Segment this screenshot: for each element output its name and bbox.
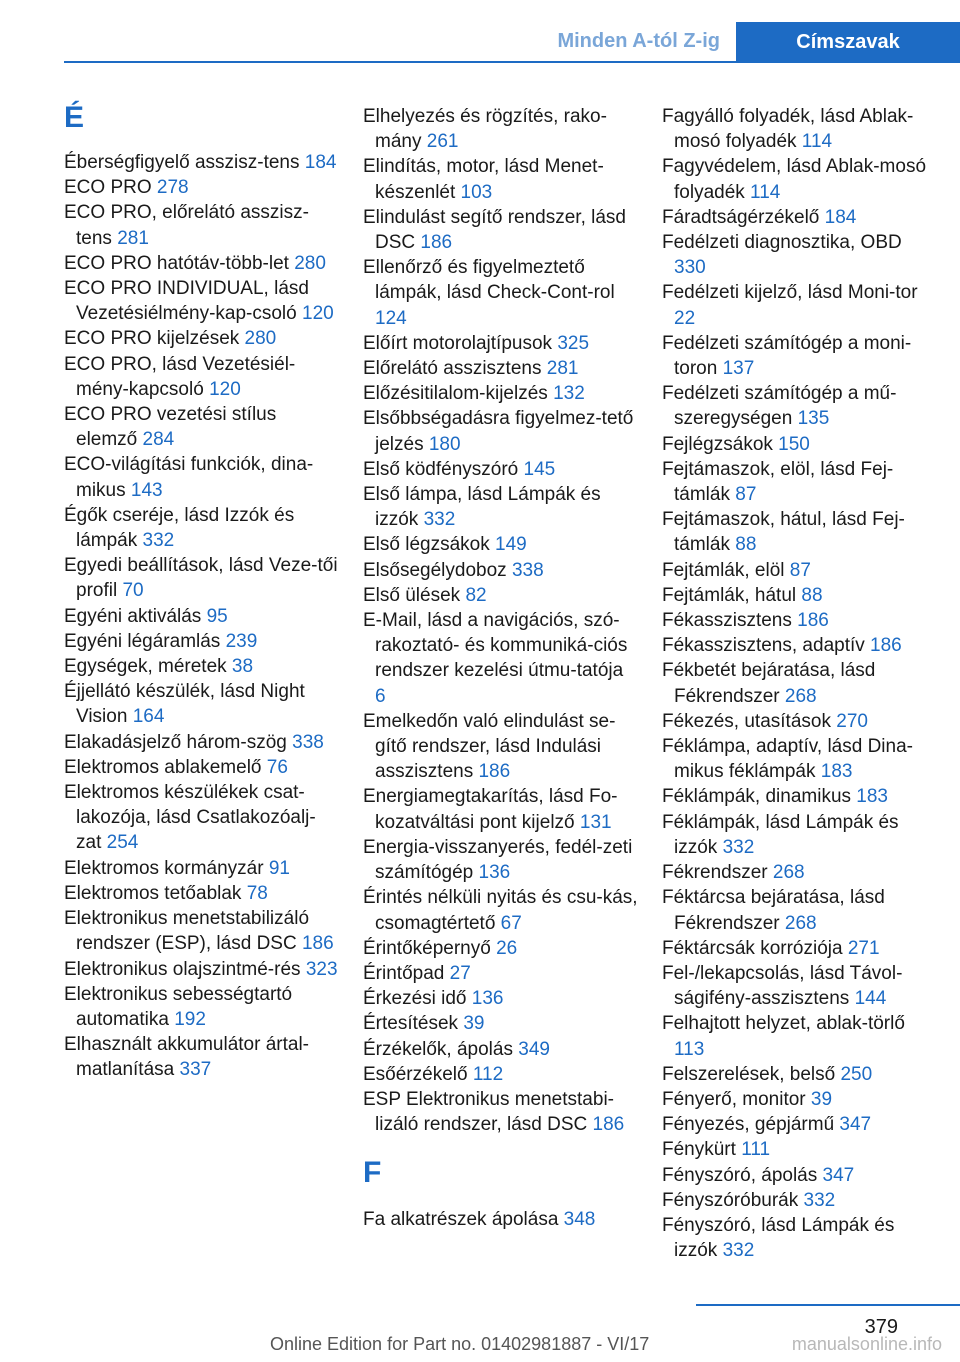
page-link[interactable]: 103 (460, 181, 493, 203)
index-entry (662, 784, 930, 809)
index-entry-text: Fedélzeti számítógép a moni-toron (662, 332, 912, 380)
index-entry-text: Első ködfényszóró (363, 458, 524, 480)
page-link[interactable]: 338 (292, 731, 324, 753)
page-link[interactable]: 186 (420, 232, 453, 254)
index-entry-text: Érzékelők, ápolás (363, 1038, 519, 1060)
index-entry (64, 982, 339, 1032)
page-link[interactable]: 268 (772, 862, 805, 884)
index-entry-text: ECO PRO hatótáv-több-let (64, 252, 295, 274)
page-link[interactable]: 27 (449, 962, 471, 984)
index-entry-text: Elektromos kormányzár (64, 857, 269, 879)
page-link[interactable]: 271 (847, 937, 880, 959)
page-link[interactable]: 144 (854, 988, 887, 1010)
index-entry-text: Féktárcsák korróziója (662, 937, 848, 959)
index-entry (64, 503, 339, 553)
section-tab: Címszavak (736, 22, 960, 62)
page-header (0, 0, 960, 62)
index-entry-text: Elindítás, motor, lásd Menet-készenlét (363, 156, 604, 203)
page-link[interactable]: 186 (301, 933, 334, 955)
index-entry (363, 835, 638, 885)
index-entry (64, 276, 339, 326)
index-entry-text: Fékasszisztens (662, 610, 798, 632)
index-entry (363, 104, 638, 154)
index-entry (64, 629, 339, 654)
index-entry-text: Érkezési idő (363, 988, 472, 1010)
index-entry-text: Égők cseréje, lásd Izzók és lámpák (64, 504, 295, 552)
index-entry-text: Elsősegélydoboz (363, 559, 512, 581)
index-entry-text: Értesítések (363, 1013, 464, 1035)
page-link[interactable]: 254 (106, 832, 139, 854)
index-entry (363, 784, 638, 834)
index-entry-text: Fedélzeti számítógép a mű-szeregységen (662, 383, 897, 430)
index-entry-text: Fejtámlák, elöl (662, 559, 790, 581)
page-link[interactable]: 332 (722, 1240, 755, 1262)
index-entry-text: Elakadásjelző három-szög (64, 731, 293, 753)
index-entry-text: ECO PRO, lásd Vezetésiél-mény-kapcsoló (64, 353, 296, 400)
index-entry (662, 1112, 930, 1137)
index-entry-text: Fejlégzsákok (662, 433, 779, 455)
index-entry (363, 457, 638, 482)
index-entry (662, 1213, 930, 1263)
index-entry (363, 558, 638, 583)
page-link[interactable]: 184 (304, 152, 337, 173)
page-link[interactable]: 88 (735, 534, 757, 556)
page-link[interactable]: 95 (206, 605, 228, 627)
page-link[interactable]: 143 (130, 479, 163, 501)
index-entry (363, 381, 638, 406)
page-link[interactable]: 186 (870, 635, 902, 657)
page-link[interactable]: 22 (674, 307, 696, 329)
index-entry-text: ECO PRO INDIVIDUAL, lásd Vezetésiélmény-kap-csoló (64, 278, 309, 325)
index-entry (662, 104, 930, 154)
page-link[interactable]: 135 (797, 408, 830, 430)
index-entry (64, 251, 339, 276)
index-entry-text: Első ülések (363, 584, 466, 606)
page-link[interactable]: 183 (820, 761, 853, 783)
index-entry (64, 150, 339, 175)
index-entry (363, 709, 638, 785)
page-link[interactable]: 284 (142, 429, 175, 451)
page-link[interactable]: 26 (496, 937, 518, 959)
page-link[interactable]: 268 (784, 685, 817, 707)
index-entry (662, 810, 930, 860)
page-link[interactable]: 120 (302, 303, 334, 325)
index-entry-text: Fedélzeti kijelző, lásd Moni-tor (662, 282, 918, 304)
index-entry-text: Érintőpad (363, 962, 450, 984)
index-entry (662, 633, 930, 658)
index-entry (64, 856, 339, 881)
page-link[interactable]: 91 (268, 857, 290, 879)
page-link[interactable]: 278 (156, 177, 189, 199)
page-link[interactable]: 70 (122, 580, 144, 602)
page-link[interactable]: 250 (840, 1063, 873, 1085)
index-entry (662, 457, 930, 507)
index-entry (64, 881, 339, 906)
index-entry-text: ECO PRO vezetési stílus elemző (64, 404, 277, 451)
index-entry (363, 986, 638, 1011)
index-entry-text: Energiamegtakarítás, lásd Fo-kozatváltási pont kijelző (363, 786, 618, 833)
index-entry-text: Féklámpák, dinamikus (662, 786, 857, 808)
header-rule (64, 61, 960, 63)
index-entry-text: Egységek, méretek (64, 656, 232, 678)
index-entry (662, 860, 930, 885)
page-link[interactable]: 112 (472, 1063, 504, 1085)
page-link[interactable]: 239 (225, 630, 258, 652)
index-entry (363, 583, 638, 608)
page-link[interactable]: 39 (463, 1013, 485, 1035)
index-entry-text: Felszerelések, belső (662, 1063, 841, 1085)
page-link[interactable]: 82 (465, 584, 487, 606)
page-link[interactable]: 164 (132, 706, 165, 728)
page-link[interactable]: 136 (478, 862, 511, 884)
index-entry (64, 200, 339, 250)
page-link[interactable]: 281 (546, 358, 579, 380)
page-link[interactable]: 192 (174, 1008, 206, 1030)
page-link[interactable]: 114 (801, 131, 833, 153)
index-entry (662, 1188, 930, 1213)
index-entry-text: Érintés nélküli nyitás és csu-kás, csomagtértető (363, 887, 638, 934)
index-entry-text: Elektromos készülékek csat-lakozója, lásd Csatlakozóalj-zat (64, 782, 316, 854)
page-link[interactable]: 325 (557, 332, 590, 354)
page-link[interactable]: 349 (518, 1038, 550, 1060)
index-entry-text: ECO PRO kijelzések (64, 328, 245, 350)
index-entry-text: Elektronikus menetstabilizáló rendszer (ESP), lásd DSC (64, 908, 310, 955)
index-entry-text: Fel-/lekapcsolás, lásd Távol-ságifény-asszisztens (662, 962, 903, 1010)
index-entry (64, 730, 339, 755)
page-link[interactable]: 280 (244, 328, 277, 350)
page-link[interactable]: 332 (423, 509, 456, 531)
page-link[interactable]: 87 (789, 559, 811, 581)
index-entry (662, 154, 930, 204)
index-entry-text: Előírt motorolajtípusok (363, 332, 558, 354)
index-entry-text: Ellenőrző és figyelmeztető lámpák, lásd Check-Cont-rol (363, 257, 615, 304)
page-link[interactable]: 183 (856, 786, 888, 808)
index-entry (64, 1032, 339, 1082)
index-entry (363, 205, 638, 255)
page-link[interactable]: 111 (741, 1139, 771, 1161)
index-entry (662, 608, 930, 633)
page-link[interactable]: 145 (523, 458, 556, 480)
page-link[interactable]: 136 (471, 988, 504, 1010)
page-link[interactable]: 120 (209, 378, 241, 400)
index-entry-text: Előrelátó asszisztens (363, 358, 547, 380)
page-link[interactable]: 337 (179, 1059, 212, 1081)
index-entry (64, 604, 339, 629)
index-entry-text: Éjjellátó készülék, lásd Night Vision (64, 681, 305, 728)
index-entry-text: Fejtámlák, hátul (662, 584, 802, 606)
index-entry-text: Fedélzeti diagnosztika, OBD (662, 232, 902, 254)
page-link[interactable]: 186 (592, 1114, 625, 1136)
page-link[interactable]: 332 (722, 836, 755, 858)
index-entry-text: Elhasznált akkumulátor ártal-matlanítása (64, 1034, 309, 1081)
index-entry-text: Elektromos tetőablak (64, 882, 247, 904)
page-number: 379 (864, 1316, 898, 1338)
index-entry-text: Éberségfigyelő asszisz-tens (64, 152, 305, 173)
page-link[interactable]: 180 (428, 433, 461, 455)
index-entry-text: Elhelyezés és rögzítés, rako-mány (363, 106, 607, 153)
index-entry-text: Féktárcsa bejáratása, lásd Fékrendszer (662, 887, 885, 934)
index-entry-text: Féklámpa, adaptív, lásd Dina-mikus féklámpák (662, 736, 913, 783)
edition-note: Online Edition for Part no. 01402981887 - VI/17 (270, 1334, 650, 1354)
index-entry (363, 961, 638, 986)
index-entry (64, 326, 339, 351)
index-entry-text: ECO-világítási funkciók, dina-mikus (64, 454, 314, 501)
page-link[interactable]: 184 (824, 206, 857, 228)
index-entry (64, 452, 339, 502)
index-entry-text: Elektronikus olajszintmé-rés (64, 958, 306, 980)
index-entry-text: Érintőképernyő (363, 937, 497, 959)
index-entry (363, 331, 638, 356)
index-entry (662, 230, 930, 280)
index-entry (662, 381, 930, 431)
index-entry (363, 1207, 638, 1232)
footer-rule (696, 1304, 960, 1306)
index-entry-text: Fényszóróburák (662, 1189, 804, 1211)
index-entry-text: ECO PRO (64, 177, 157, 199)
index-entry (363, 482, 638, 532)
index-entry (363, 1087, 638, 1137)
index-entry (662, 885, 930, 935)
index-entry (662, 507, 930, 557)
index-entry (64, 553, 339, 603)
index-entry-text: Felhajtott helyzet, ablak-törlő (662, 1013, 905, 1035)
index-entry-text: Energia-visszanyerés, fedél-zeti számítógép (363, 836, 633, 884)
index-entry (662, 1087, 930, 1112)
page-link[interactable]: 338 (511, 559, 544, 581)
index-entry (363, 936, 638, 961)
index-entry (662, 734, 930, 784)
index-entry (662, 936, 930, 961)
index-entry (662, 961, 930, 1011)
index-entry-text: Fagyvédelem, lásd Ablak-mosó folyadék (662, 156, 927, 203)
page-link[interactable]: 113 (674, 1038, 705, 1060)
index-entry (662, 331, 930, 381)
index-entry (662, 1163, 930, 1188)
page-link[interactable]: 347 (839, 1114, 872, 1136)
index-entry (363, 532, 638, 557)
page-link[interactable]: 348 (563, 1209, 596, 1231)
index-column-3 (662, 104, 930, 1263)
index-entry (662, 709, 930, 734)
index-entry (64, 957, 339, 982)
index-entry (662, 1062, 930, 1087)
index-entry (64, 352, 339, 402)
page-link[interactable]: 78 (246, 882, 268, 904)
index-entry (363, 406, 638, 456)
index-entry (363, 885, 638, 935)
index-entry-text: Elektromos ablakemelő (64, 756, 267, 778)
page-link[interactable]: 323 (305, 958, 338, 980)
page-link[interactable]: 150 (778, 433, 810, 455)
index-entry-text: Fékasszisztens, adaptív (662, 635, 871, 657)
page-link[interactable]: 281 (117, 227, 149, 249)
page-link[interactable]: 137 (722, 358, 755, 380)
index-entry (64, 755, 339, 780)
index-entry-text: Fékrendszer (662, 862, 773, 884)
index-letter-heading: É (64, 101, 85, 134)
index-entry (64, 906, 339, 956)
index-entry (363, 608, 638, 709)
index-entry-text: Fényszóró, lásd Lámpák és izzók (662, 1214, 895, 1262)
index-entry-text: Fáradtságérzékelő (662, 206, 825, 228)
index-entry-text: Előzésitilalom-kijelzés (363, 383, 554, 405)
index-entry (64, 780, 339, 856)
index-entry (662, 432, 930, 457)
index-entry (64, 175, 339, 200)
page-link[interactable]: 332 (803, 1189, 836, 1211)
index-entry-text: Esőérzékelő (363, 1063, 473, 1085)
page-link[interactable]: 270 (836, 710, 868, 732)
index-entry (662, 558, 930, 583)
index-entry-text: Első légzsákok (363, 534, 496, 556)
index-entry (662, 583, 930, 608)
index-entry-text: Egyéni aktiválás (64, 605, 207, 627)
index-entry-text: Elindulást segítő rendszer, lásd DSC (363, 206, 626, 254)
index-entry-text: Fa alkatrészek ápolása (363, 1209, 564, 1231)
index-entry (64, 402, 339, 452)
page-link[interactable]: 330 (674, 257, 706, 279)
page-link[interactable]: 87 (735, 484, 757, 506)
page-link[interactable]: 280 (294, 252, 326, 274)
page-link[interactable]: 76 (266, 756, 288, 778)
breadcrumb: Minden A-tól Z-ig (557, 30, 720, 52)
index-entry (64, 679, 339, 729)
index-entry (662, 205, 930, 230)
page-link[interactable]: 88 (801, 584, 823, 606)
index-entry-text: E-Mail, lásd a navigációs, szó-rakoztató- és kommuniká-ciós rendszer kezelési útmu-tatója (363, 610, 628, 682)
page-link[interactable]: 6 (375, 685, 386, 707)
page-link[interactable]: 131 (579, 811, 612, 833)
index-letter-heading: F (363, 1156, 382, 1190)
index-entry-text: Fénykürt (662, 1139, 742, 1161)
page-link[interactable]: 347 (822, 1164, 855, 1186)
index-entry (363, 255, 638, 331)
index-entry (363, 1037, 638, 1062)
index-column-2 (363, 104, 638, 1233)
index-entry (363, 1062, 638, 1087)
page-link[interactable]: 332 (142, 530, 175, 552)
page-link[interactable]: 132 (553, 383, 585, 405)
watermark: manualsonline.info (791, 1334, 942, 1354)
index-entry-text: Fejtámaszok, hátul, lásd Fej-támlák (662, 509, 905, 556)
index-entry-text: Egyéni légáramlás (64, 630, 226, 652)
index-entry-text: Elsőbbségadásra figyelmez-tető jelzés (363, 408, 634, 455)
page-link[interactable]: 268 (784, 912, 817, 934)
index-entry-text: Egyedi beállítások, lásd Veze-tői profil (64, 555, 338, 602)
index-entry-text: Fejtámaszok, elöl, lásd Fej-támlák (662, 458, 894, 506)
index-entry (662, 658, 930, 708)
page-link[interactable]: 124 (375, 307, 407, 329)
page-link[interactable]: 149 (495, 534, 527, 556)
page-link[interactable]: 261 (426, 131, 459, 153)
page-link[interactable]: 186 (478, 761, 511, 783)
index-column-1 (64, 100, 339, 1083)
page-link[interactable]: 114 (750, 181, 781, 203)
page-link[interactable]: 67 (500, 912, 522, 934)
index-entry (64, 654, 339, 679)
index-entry-text: Emelkedőn való elindulást se-gítő rendszer, lásd Indulási asszisztens (363, 710, 616, 783)
index-entry-text: Fékbetét bejáratása, lásd Fékrendszer (662, 660, 876, 707)
index-entry-text: Fagyálló folyadék, lásd Ablak-mosó folyadék (662, 106, 914, 153)
index-entry (662, 1137, 930, 1162)
index-entry-text: Féklámpák, lásd Lámpák és izzók (662, 811, 899, 858)
index-entry (662, 1011, 930, 1061)
page-link[interactable]: 186 (797, 610, 829, 632)
index-entry-text: Fényezés, gépjármű (662, 1114, 840, 1136)
page-link[interactable]: 39 (810, 1088, 833, 1110)
index-entry-text: Fékezés, utasítások (662, 710, 837, 732)
index-entry-text: ECO PRO, előrelátó asszisz-tens (64, 202, 309, 249)
index-entry-text: Fényerő, monitor (662, 1088, 811, 1110)
index-entry-text: Elektronikus sebességtartó automatika (64, 983, 293, 1030)
index-entry-text: ESP Elektronikus menetstabi-lizáló rendszer, lásd DSC (363, 1088, 614, 1136)
index-entry (363, 154, 638, 204)
index-entry (662, 280, 930, 330)
index-entry (363, 356, 638, 381)
index-entry-text: Első lámpa, lásd Lámpák és izzók (363, 484, 601, 531)
index-entry-text: Fényszóró, ápolás (662, 1164, 823, 1186)
page-link[interactable]: 38 (231, 656, 254, 678)
index-entry (363, 1011, 638, 1036)
